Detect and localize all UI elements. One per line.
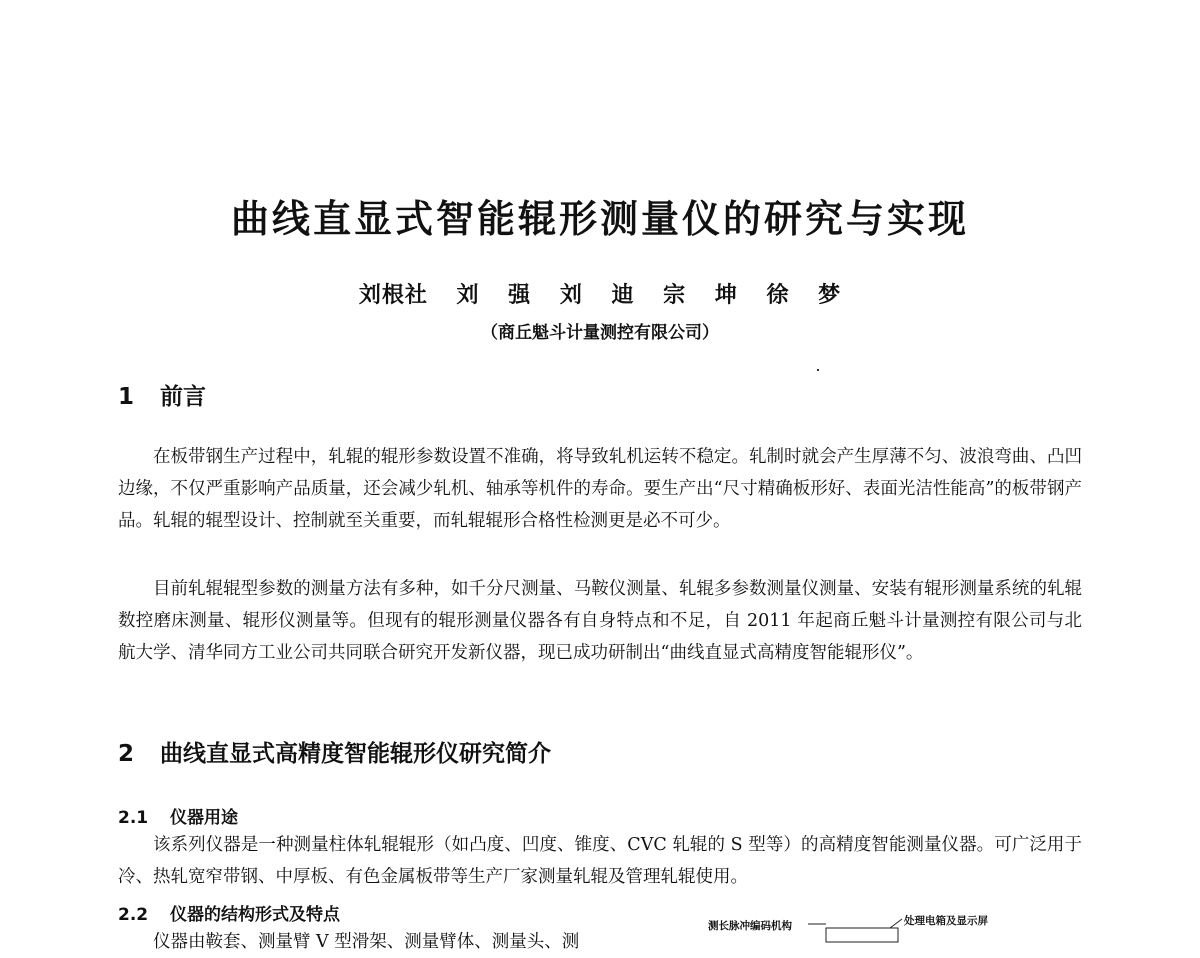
author-list: 刘根社 刘 强 刘 迪 宗 坤 徐 梦 xyxy=(358,282,842,308)
subsection-2-2-paragraph-cut xyxy=(118,928,678,952)
affiliation: （商丘魁斗计量测控有限公司） xyxy=(481,323,719,343)
section-1-paragraph-1: 在板带钢生产过程中，轧辊的辊形参数设置不准确，将导致轧机运转不稳定。轧制时就会产生厚薄不匀、波浪弯曲、凸凹边缘，不仅严重影响产品质量，还会减少轧机、轴承等机件的寿命。要生产出“尺寸精确板形好、表面光洁性能高”的板带钢产品。轧辊的辊型设计、控制就至关重要，而轧辊辊形合格性检测更是必不可少。 xyxy=(118,447,1082,531)
section-1-heading xyxy=(118,378,206,411)
subsection-2-2-heading xyxy=(118,900,340,925)
section-1-paragraph-2: 目前轧辊辊型参数的测量方法有多种，如千分尺测量、马鞍仪测量、轧辊多参数测量仪测量、安装有辊形测量系统的轧辊数控磨床测量、辊形仪测量等。但现有的辊形测量仪器各有自身特点和不足，自 2011 年起商丘魁斗计量测控有限公司与北航大学、清华同方工业公司共同联合研究开发新仪器，现已成功研制出“曲线直显式高精度智能辊形仪”。 xyxy=(118,579,1082,663)
subsection-2-1-paragraph: 该系列仪器是一种测量柱体轧辊辊形（如凸度、凹度、锥度、CVC 轧辊的 S 型等）的高精度智能测量仪器。可广泛用于冷、热轧宽窄带钢、中厚板、有色金属板带等生产厂家测量轧辊及管理轧辊使用。 xyxy=(118,835,1082,887)
device-diagram xyxy=(700,910,1020,941)
section-2-heading xyxy=(118,735,551,768)
figure-label-encoder: 测长脉冲编码机构 xyxy=(708,920,792,932)
paper-title: 曲线直显式智能辊形测量仪的研究与实现 xyxy=(230,197,969,241)
section-title: 前言 xyxy=(160,384,206,410)
subsection-title: 仪器用途 xyxy=(170,808,238,828)
subsection-2-1-heading xyxy=(118,803,238,828)
subsection-2-2-paragraph: 仪器由鞍套、测量臂 V 型滑架、测量臂体、测量头、测 xyxy=(153,932,580,952)
subsection-number: 2.2 xyxy=(118,905,149,925)
section-number: 1 xyxy=(118,384,135,410)
stray-dot xyxy=(817,369,819,371)
section-title: 曲线直显式高精度智能辊形仪研究简介 xyxy=(160,741,551,767)
subsection-title: 仪器的结构形式及特点 xyxy=(170,905,340,925)
diagram-box xyxy=(826,928,898,942)
leader-line-display xyxy=(890,919,902,928)
section-number: 2 xyxy=(118,741,135,767)
figure-label-display: 处理电箱及显示屏 xyxy=(904,915,988,927)
subsection-number: 2.1 xyxy=(118,808,149,828)
